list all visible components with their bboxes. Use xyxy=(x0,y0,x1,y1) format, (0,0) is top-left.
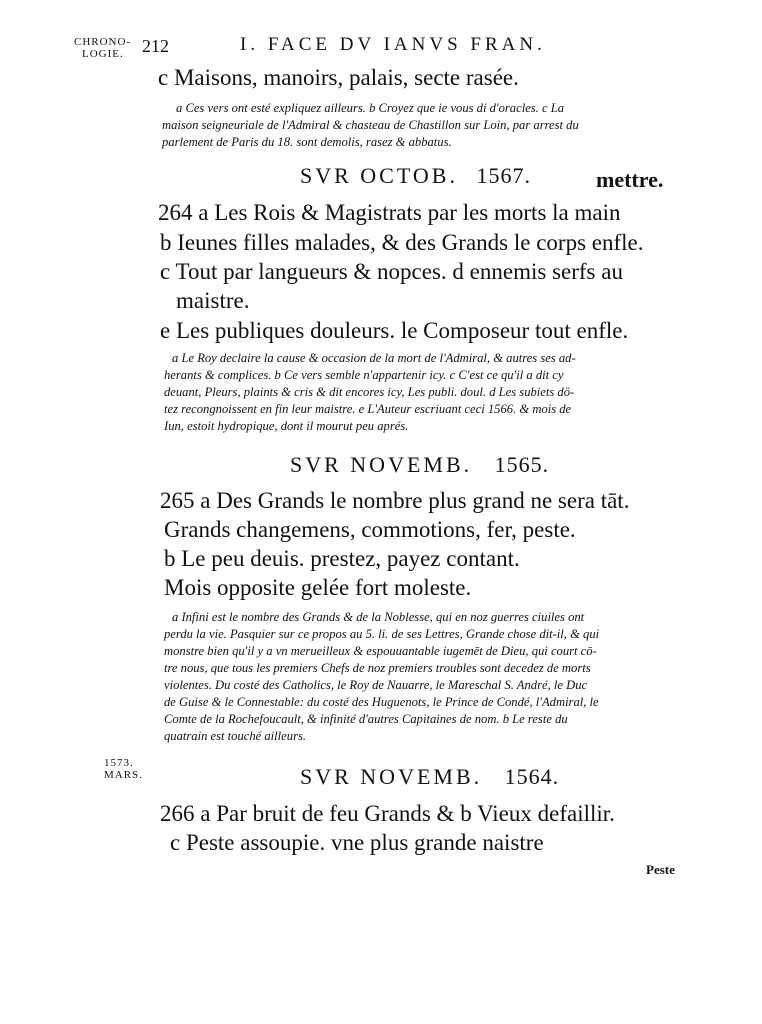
note-line: herants & complices. b Ce vers semble n'appartenir icy. c C'est ce qu'il a dit cy xyxy=(164,368,564,382)
margin-note-bottom xyxy=(104,757,143,781)
heading-year: 1567. xyxy=(476,163,531,188)
margin-note-line: LOGIE. xyxy=(82,48,124,60)
verse-line: b Le peu deuis. prestez, payez contant. xyxy=(164,546,520,571)
note-line: a Infini est le nombre des Grands & de la Noblesse, qui en noz guerres ciuiles ont xyxy=(172,610,585,624)
verse-line: e Les publiques douleurs. le Composeur tout enfle. xyxy=(160,318,629,343)
running-head: I. FACE DV IANVS FRAN. xyxy=(240,34,546,55)
note-line: a Le Roy declaire la cause & occasion de la mort de l'Admiral, & autres ses ad- xyxy=(172,351,576,365)
note-line: tre nous, que tous les premiers Chefs de noz premiers troubles sont decedez de morts xyxy=(164,661,591,675)
commentary-note xyxy=(162,100,579,151)
section-heading xyxy=(300,163,531,189)
margin-note-line: CHRONO- xyxy=(74,36,132,48)
verse-line: b Ieunes filles malades, & des Grands le corps enfle. xyxy=(160,230,644,255)
margin-note-top xyxy=(74,36,131,60)
note-line: perdu la vie. Pasquier sur ce propos au 5. li. de ses Lettres, Grande chose dit-il, & qui xyxy=(164,627,600,641)
heading-year: 1565. xyxy=(494,452,550,477)
note-line: violentes. Du costé des Catholics, le Roy de Nauarre, le Mareschal S. André, le Duc xyxy=(164,678,588,692)
verse-line: 265 a Des Grands le nombre plus grand ne sera tāt. xyxy=(160,488,630,513)
section-heading xyxy=(300,764,559,790)
verse-line: c Tout par langueurs & nopces. d ennemis serfs au xyxy=(160,259,623,284)
note-line: quatrain est touché ailleurs. xyxy=(164,729,307,743)
verse-line: 266 a Par bruit de feu Grands & b Vieux defaillir. xyxy=(160,801,615,826)
commentary-note xyxy=(164,609,600,745)
note-line: Iun, estoit hydropique, dont il mourut peu aprés. xyxy=(164,419,409,433)
page-number: 212 xyxy=(142,36,169,56)
custos-catchword: Peste xyxy=(646,862,675,877)
verse-line: c Maisons, manoirs, palais, secte rasée. xyxy=(158,65,519,90)
margin-note-line: MARS. xyxy=(104,769,143,781)
note-line: maison seigneuriale de l'Admiral & chasteau de Chastillon sur Loin, par arrest du xyxy=(162,118,579,132)
heading-label: SVR NOVEMB. xyxy=(290,452,473,477)
heading-label: SVR OCTOB. xyxy=(300,163,458,188)
note-line: a Ces vers ont esté expliquez ailleurs. b Croyez que ie vous di d'oracles. c La xyxy=(176,101,565,115)
catchword: mettre. xyxy=(596,167,664,192)
note-line: tez recongnoissent en fin leur maistre. e L'Auteur escriuant ceci 1566. & mois de xyxy=(164,402,572,416)
heading-year: 1564. xyxy=(504,764,560,789)
commentary-note xyxy=(164,350,576,435)
verse-line: 264 a Les Rois & Magistrats par les morts la main xyxy=(158,200,621,225)
margin-note-line: 1573. xyxy=(104,757,134,769)
note-line: Comte de la Rochefoucault, & infinité d'autres Capitaines de nom. b Le reste du xyxy=(164,712,568,726)
verse-line: Grands changemens, commotions, fer, peste. xyxy=(164,517,576,542)
verse-line: c Peste assoupie. vne plus grande naistre xyxy=(170,830,544,855)
heading-label: SVR NOVEMB. xyxy=(300,764,483,789)
note-line: parlement de Paris du 18. sont demolis, rasez & abbatus. xyxy=(162,135,452,149)
verse-line: maistre. xyxy=(176,288,250,313)
section-heading xyxy=(290,452,549,478)
note-line: de Guise & le Connestable: du costé des Huguenots, le Prince de Condé, l'Admiral, le xyxy=(164,695,599,709)
note-line: monstre bien qu'il y a vn merueilleux & espouuantable iugemēt de Dieu, qui court cō- xyxy=(164,644,597,658)
verse-line: Mois opposite gelée fort moleste. xyxy=(164,575,472,600)
note-line: deuant, Pleurs, plaints & cris & dit encores icy, Les publi. doul. d Les subiets dö- xyxy=(164,385,575,399)
